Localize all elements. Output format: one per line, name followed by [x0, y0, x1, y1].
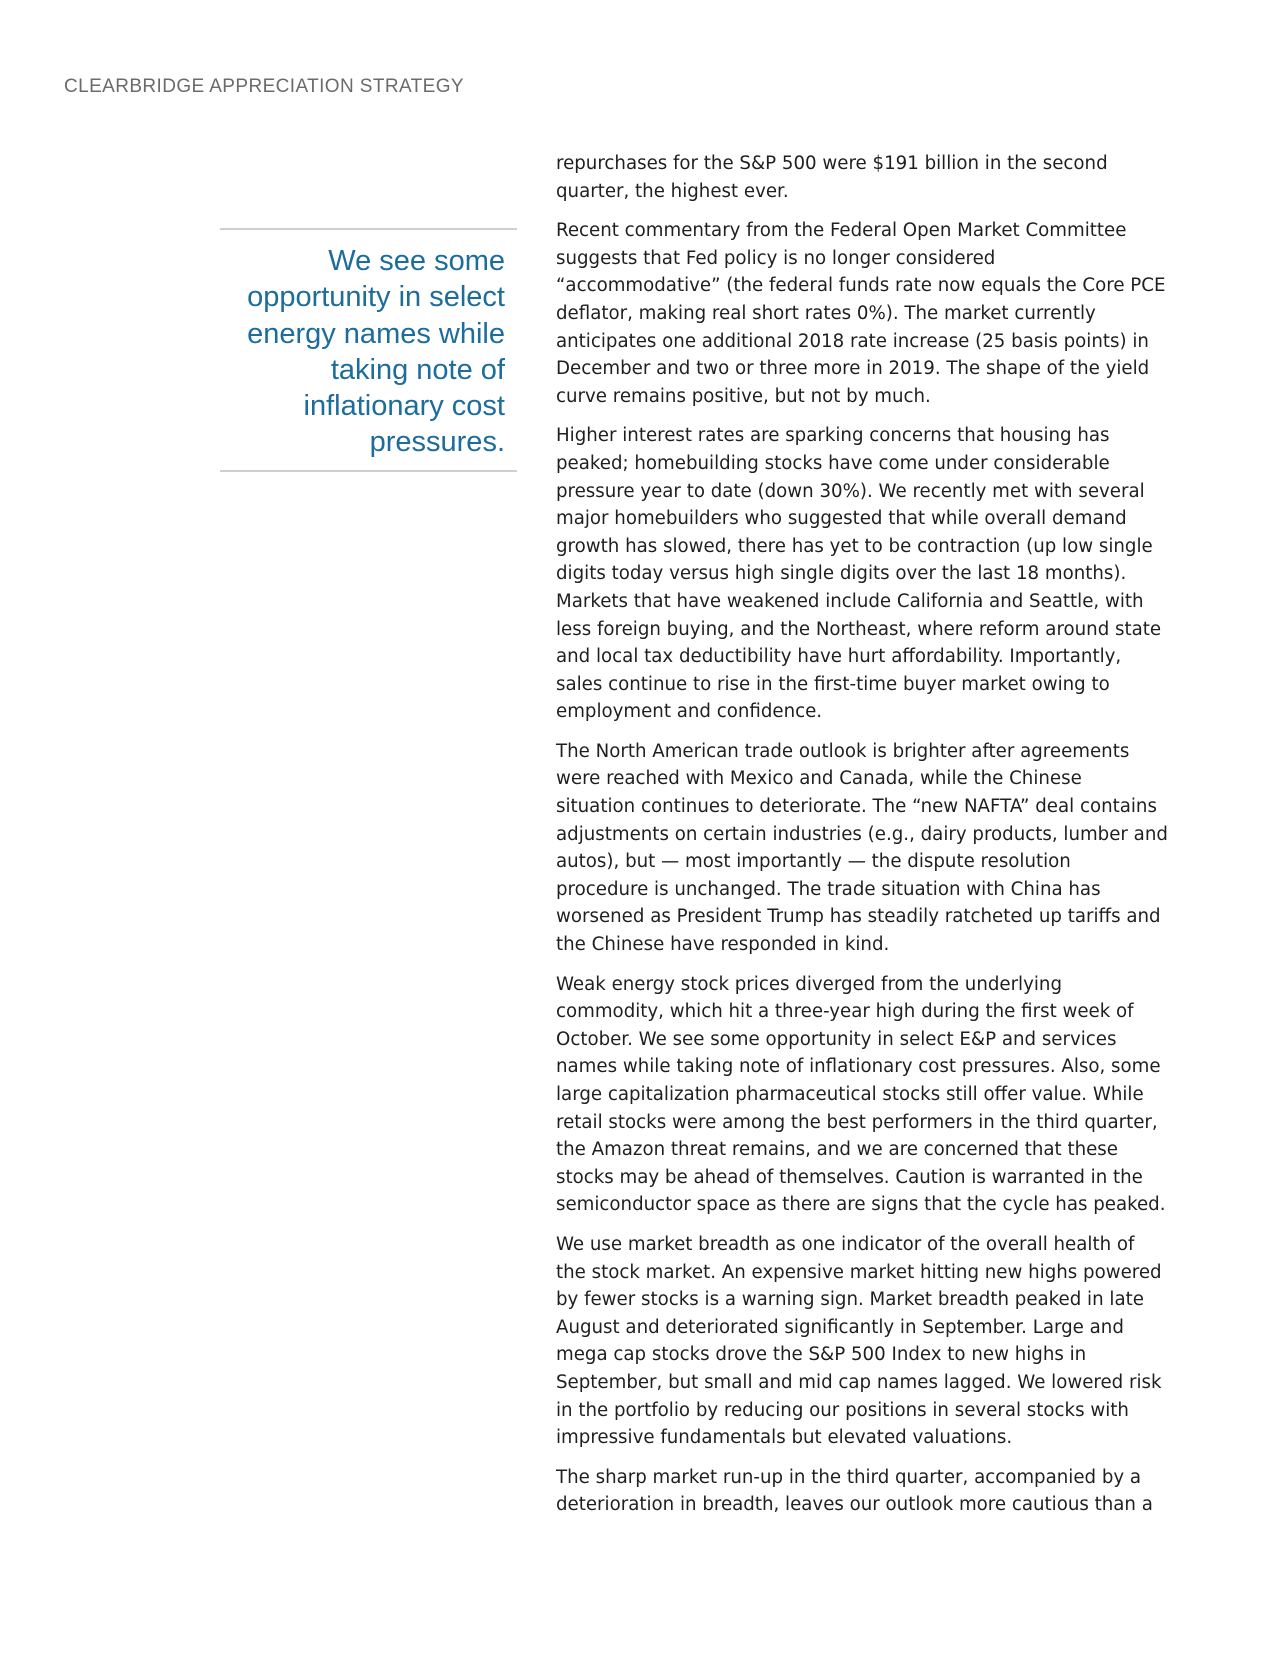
paragraph-line: deterioration in breadth, leaves our outlook more cautious than a: [556, 1494, 1153, 1516]
pull-quote-line: opportunity in select: [247, 281, 505, 314]
paragraph-line: procedure is unchanged. The trade situation with China has: [556, 878, 1101, 900]
pull-quote: [220, 228, 517, 472]
paragraph-line: repurchases for the S&P 500 were $191 billion in the second: [556, 153, 1108, 174]
body-paragraph: [556, 1464, 1176, 1519]
paragraph-line: curve remains positive, but not by much.: [556, 385, 931, 407]
paragraph-line: sales continue to rise in the first-time buyer market owing to: [556, 673, 1110, 695]
running-header: CLEARBRIDGE APPRECIATION STRATEGY: [64, 76, 464, 97]
paragraph-line: growth has slowed, there has yet to be contraction (up low single: [556, 535, 1153, 557]
paragraph-line: worsened as President Trump has steadily ratcheted up tariffs and: [556, 906, 1161, 928]
paragraph-line: September, but small and mid cap names lagged. We lowered risk: [556, 1371, 1162, 1393]
paragraph-line: situation continues to deteriorate. The “new NAFTA” deal contains: [556, 796, 1157, 818]
paragraph-line: anticipates one additional 2018 rate increase (25 basis points) in: [556, 330, 1149, 352]
paragraph-line: and local tax deductibility have hurt affordability. Importantly,: [556, 646, 1122, 668]
paragraph-line: less foreign buying, and the Northeast, where reform around state: [556, 618, 1162, 640]
paragraph-line: the Chinese have responded in kind.: [556, 934, 890, 956]
body-column: [556, 150, 1176, 1531]
paragraph-line: quarter, the highest ever.: [556, 180, 789, 202]
pull-quote-line: We see some: [328, 245, 505, 277]
body-paragraph: [556, 422, 1176, 726]
paragraph-line: pressure year to date (down 30%). We recently met with several: [556, 480, 1145, 502]
paragraph-line: major homebuilders who suggested that while overall demand: [556, 508, 1127, 530]
paragraph-line: Weak energy stock prices diverged from the underlying: [556, 973, 1062, 995]
paragraph-line: suggests that Fed policy is no longer considered: [556, 247, 996, 269]
paragraph-line: mega cap stocks drove the S&P 500 Index to new highs in: [556, 1344, 1087, 1366]
body-paragraph: [556, 150, 1176, 205]
paragraph-line: digits today versus high single digits over the last 18 months).: [556, 563, 1127, 585]
paragraph-line: adjustments on certain industries (e.g., dairy products, lumber and: [556, 823, 1168, 845]
paragraph-line: stocks may be ahead of themselves. Caution is warranted in the: [556, 1166, 1143, 1188]
body-paragraph: [556, 217, 1176, 410]
paragraph-line: semiconductor space as there are signs that the cycle has peaked.: [556, 1194, 1166, 1216]
pull-quote-line: energy names while: [247, 317, 505, 350]
paragraph-line: names while taking note of inflationary cost pressures. Also, some: [556, 1056, 1161, 1078]
paragraph-line: Markets that have weakened include California and Seattle, with: [556, 590, 1144, 612]
paragraph-line: the Amazon threat remains, and we are concerned that these: [556, 1139, 1118, 1161]
paragraph-line: peaked; homebuilding stocks have come under considerable: [556, 452, 1110, 474]
paragraph-line: commodity, which hit a three-year high during the first week of: [556, 1001, 1134, 1023]
paragraph-line: autos), but — most importantly — the dispute resolution: [556, 851, 1071, 873]
paragraph-line: retail stocks were among the best performers in the third quarter,: [556, 1111, 1158, 1133]
pull-quote-line: taking note of: [330, 353, 505, 386]
paragraph-line: Higher interest rates are sparking concerns that housing has: [556, 425, 1110, 447]
paragraph-line: in the portfolio by reducing our positions in several stocks with: [556, 1399, 1129, 1421]
paragraph-line: impressive fundamentals but elevated valuations.: [556, 1427, 1013, 1449]
pull-quote-text: [219, 243, 505, 461]
paragraph-line: The sharp market run-up in the third quarter, accompanied by a: [556, 1466, 1142, 1488]
body-paragraph: [556, 1231, 1176, 1452]
body-paragraph: [556, 971, 1176, 1219]
paragraph-line: were reached with Mexico and Canada, while the Chinese: [556, 768, 1082, 790]
paragraph-line: “accommodative” (the federal funds rate now equals the Core PCE: [556, 275, 1166, 297]
paragraph-line: the stock market. An expensive market hitting new highs powered: [556, 1261, 1162, 1283]
body-paragraph: [556, 738, 1176, 959]
paragraph-line: large capitalization pharmaceutical stocks still offer value. While: [556, 1084, 1144, 1105]
pull-quote-line: pressures.: [369, 426, 505, 459]
pull-quote-line: inflationary cost: [303, 390, 505, 423]
paragraph-line: August and deteriorated significantly in September. Large and: [556, 1316, 1124, 1338]
paragraph-line: by fewer stocks is a warning sign. Market breadth peaked in late: [556, 1289, 1144, 1311]
paragraph-line: October. We see some opportunity in select E&P and services: [556, 1028, 1117, 1050]
paragraph-line: December and two or three more in 2019. The shape of the yield: [556, 358, 1150, 380]
paragraph-line: Recent commentary from the Federal Open Market Committee: [556, 220, 1127, 242]
paragraph-line: deflator, making real short rates 0%). The market currently: [556, 302, 1096, 324]
paragraph-line: We use market breadth as one indicator of the overall health of: [556, 1233, 1135, 1255]
paragraph-line: The North American trade outlook is brighter after agreements: [556, 740, 1130, 762]
paragraph-line: employment and confidence.: [556, 701, 823, 723]
